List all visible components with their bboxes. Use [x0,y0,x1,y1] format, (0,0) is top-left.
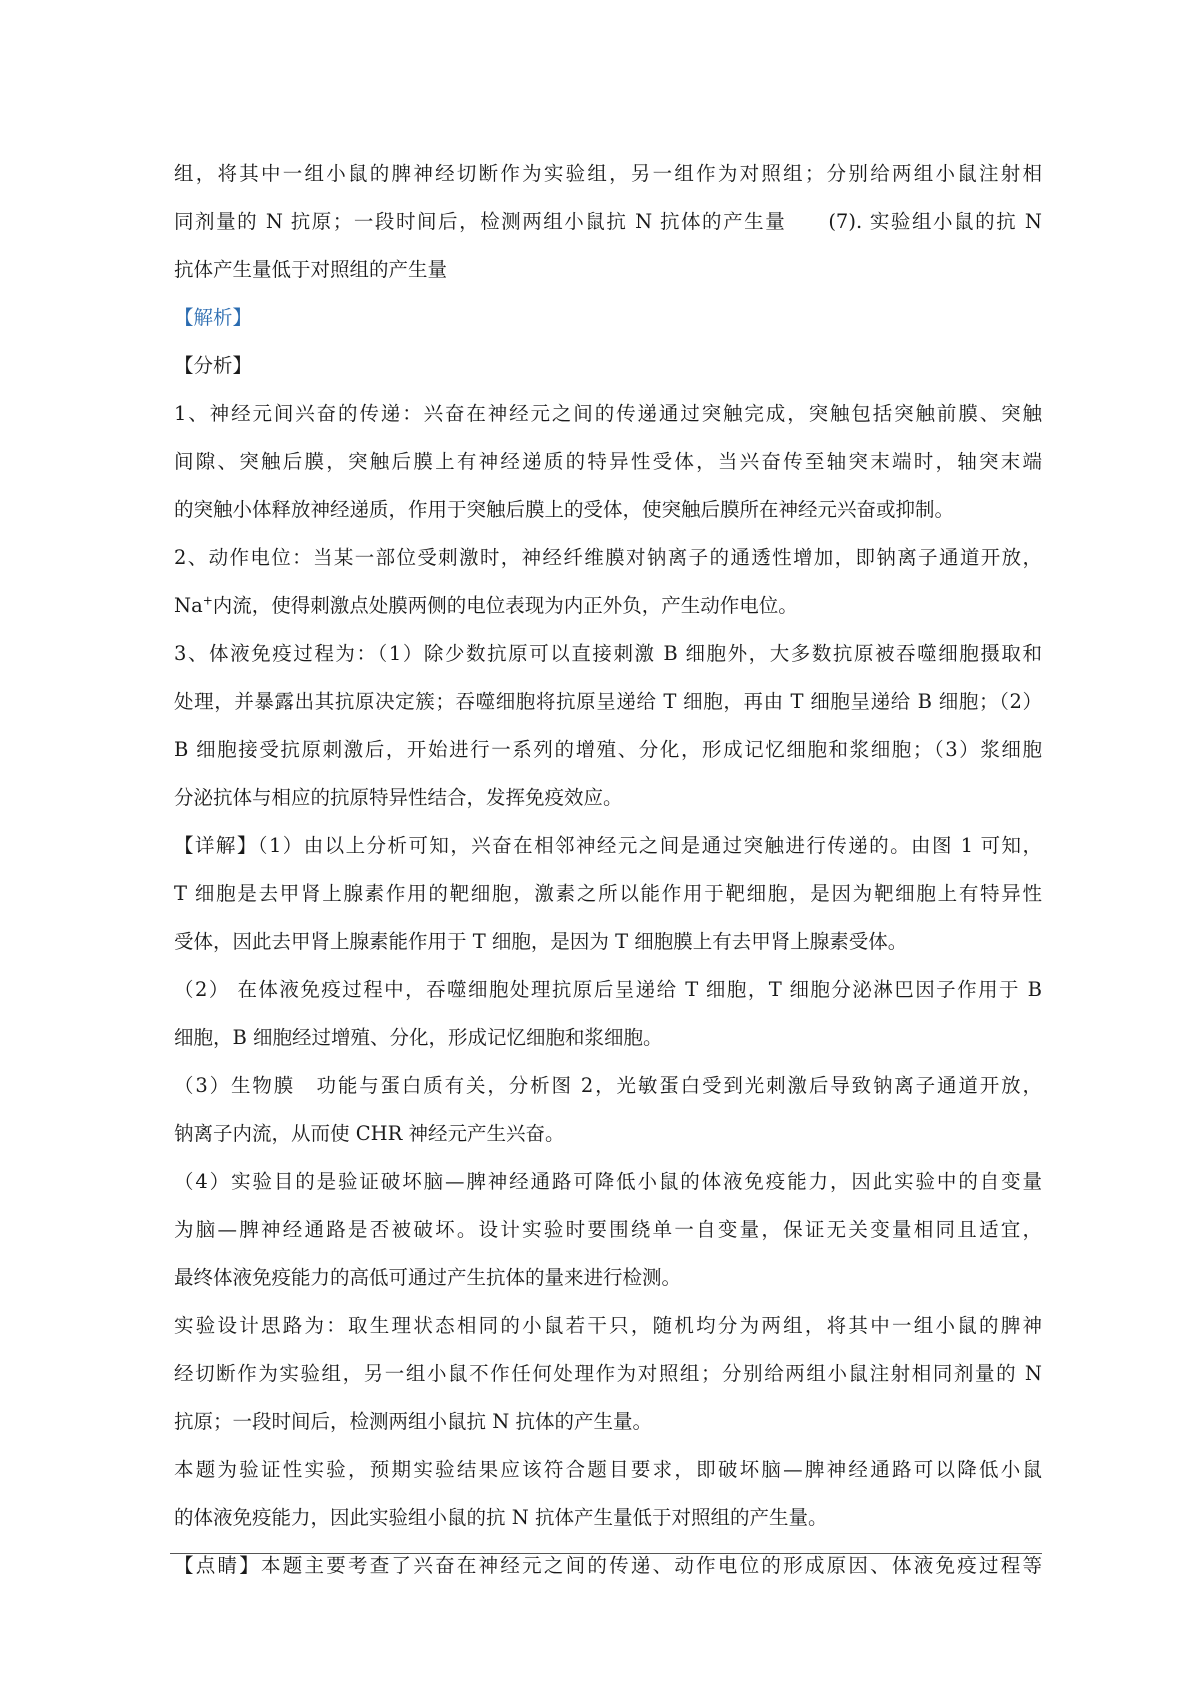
na-superscript: + [202,593,213,608]
text-line: 内流，使得刺激点处膜两侧的电位表现为内正外负，产生动作电位。 [212,594,798,617]
text-line: 抗体产生量低于对照组的产生量 [174,258,448,281]
text-line: 2、动作电位：当某一部位受刺激时，神经纤维膜对钠离子的通透性增加，即钠离子通道开放， [174,546,1042,569]
text-line: （2） 在体液免疫过程中，吞噬细胞处理抗原后呈递给 T 细胞，T 细胞分泌淋巴因子作用于 B [174,978,1042,1001]
text-line: 分泌抗体与相应的抗原特异性结合，发挥免疫效应。 [174,786,623,809]
fenxi-heading: 【分析】 [174,354,253,377]
text-line: 处理，并暴露出其抗原决定簇；吞噬细胞将抗原呈递给 T 细胞，再由 T 细胞呈递给 B 细胞；（2） [174,690,1042,713]
text-line: T 细胞是去甲肾上腺素作用的靶细胞，激素之所以能作用于靶细胞，是因为靶细胞上有特异性 [174,882,1042,905]
text-line: 同剂量的 N 抗原；一段时间后，检测两组小鼠抗 N 抗体的产生量 (7). 实验组小鼠的抗 N [174,210,1042,233]
text-line: 【详解】（1）由以上分析可知，兴奋在相邻神经元之间是通过突触进行传递的。由图 1 可知， [174,834,1042,857]
text-line: 经切断作为实验组，另一组小鼠不作任何处理作为对照组；分别给两组小鼠注射相同剂量的 N [174,1362,1042,1385]
text-line: 1、神经元间兴奋的传递：兴奋在神经元之间的传递通过突触完成，突触包括突触前膜、突触 [174,402,1042,425]
text-line: （3）生物膜 功能与蛋白质有关，分析图 2，光敏蛋白受到光刺激后导致钠离子通道开放， [174,1074,1042,1097]
text-line: 最终体液免疫能力的高低可通过产生抗体的量来进行检测。 [174,1266,682,1289]
text-line: 受体，因此去甲肾上腺素能作用于 T 细胞，是因为 T 细胞膜上有去甲肾上腺素受体。 [174,930,908,953]
text-line: 实验设计思路为：取生理状态相同的小鼠若干只，随机均分为两组，将其中一组小鼠的脾神 [174,1314,1042,1337]
document-page [174,150,1042,1590]
na-symbol: Na [174,594,203,617]
text-line: 间隙、突触后膜，突触后膜上有神经递质的特异性受体，当兴奋传至轴突末端时，轴突末端 [174,450,1042,473]
text-line: 的体液免疫能力，因此实验组小鼠的抗 N 抗体产生量低于对照组的产生量。 [174,1506,828,1529]
footer-divider [170,1553,1042,1554]
text-line: 3、体液免疫过程为：（1）除少数抗原可以直接刺激 B 细胞外，大多数抗原被吞噬细胞摄取和 [174,642,1042,665]
text-line: B 细胞接受抗原刺激后，开始进行一系列的增殖、分化，形成记忆细胞和浆细胞；（3）浆细胞 [174,738,1042,761]
text-line: 的突触小体释放神经递质，作用于突触后膜上的受体，使突触后膜所在神经元兴奋或抑制。 [174,498,955,521]
text-line-na [174,582,1042,630]
text-line: 抗原；一段时间后，检测两组小鼠抗 N 抗体的产生量。 [174,1410,652,1433]
text-line: 本题为验证性实验，预期实验结果应该符合题目要求，即破坏脑—脾神经通路可以降低小鼠 [174,1458,1042,1481]
text-line: 细胞，B 细胞经过增殖、分化，形成记忆细胞和浆细胞。 [174,1026,663,1049]
text-line: 为脑—脾神经通路是否被破坏。设计实验时要围绕单一自变量，保证无关变量相同且适宜， [174,1218,1042,1241]
jiexi-heading: 【解析】 [174,306,253,329]
text-line: 【点睛】本题主要考查了兴奋在神经元之间的传递、动作电位的形成原因、体液免疫过程等 [174,1554,1042,1577]
text-line: （4）实验目的是验证破坏脑—脾神经通路可降低小鼠的体液免疫能力，因此实验中的自变量 [174,1170,1042,1193]
text-line: 组，将其中一组小鼠的脾神经切断作为实验组，另一组作为对照组；分别给两组小鼠注射相 [174,162,1042,185]
text-line: 钠离子内流，从而使 CHR 神经元产生兴奋。 [174,1122,565,1145]
